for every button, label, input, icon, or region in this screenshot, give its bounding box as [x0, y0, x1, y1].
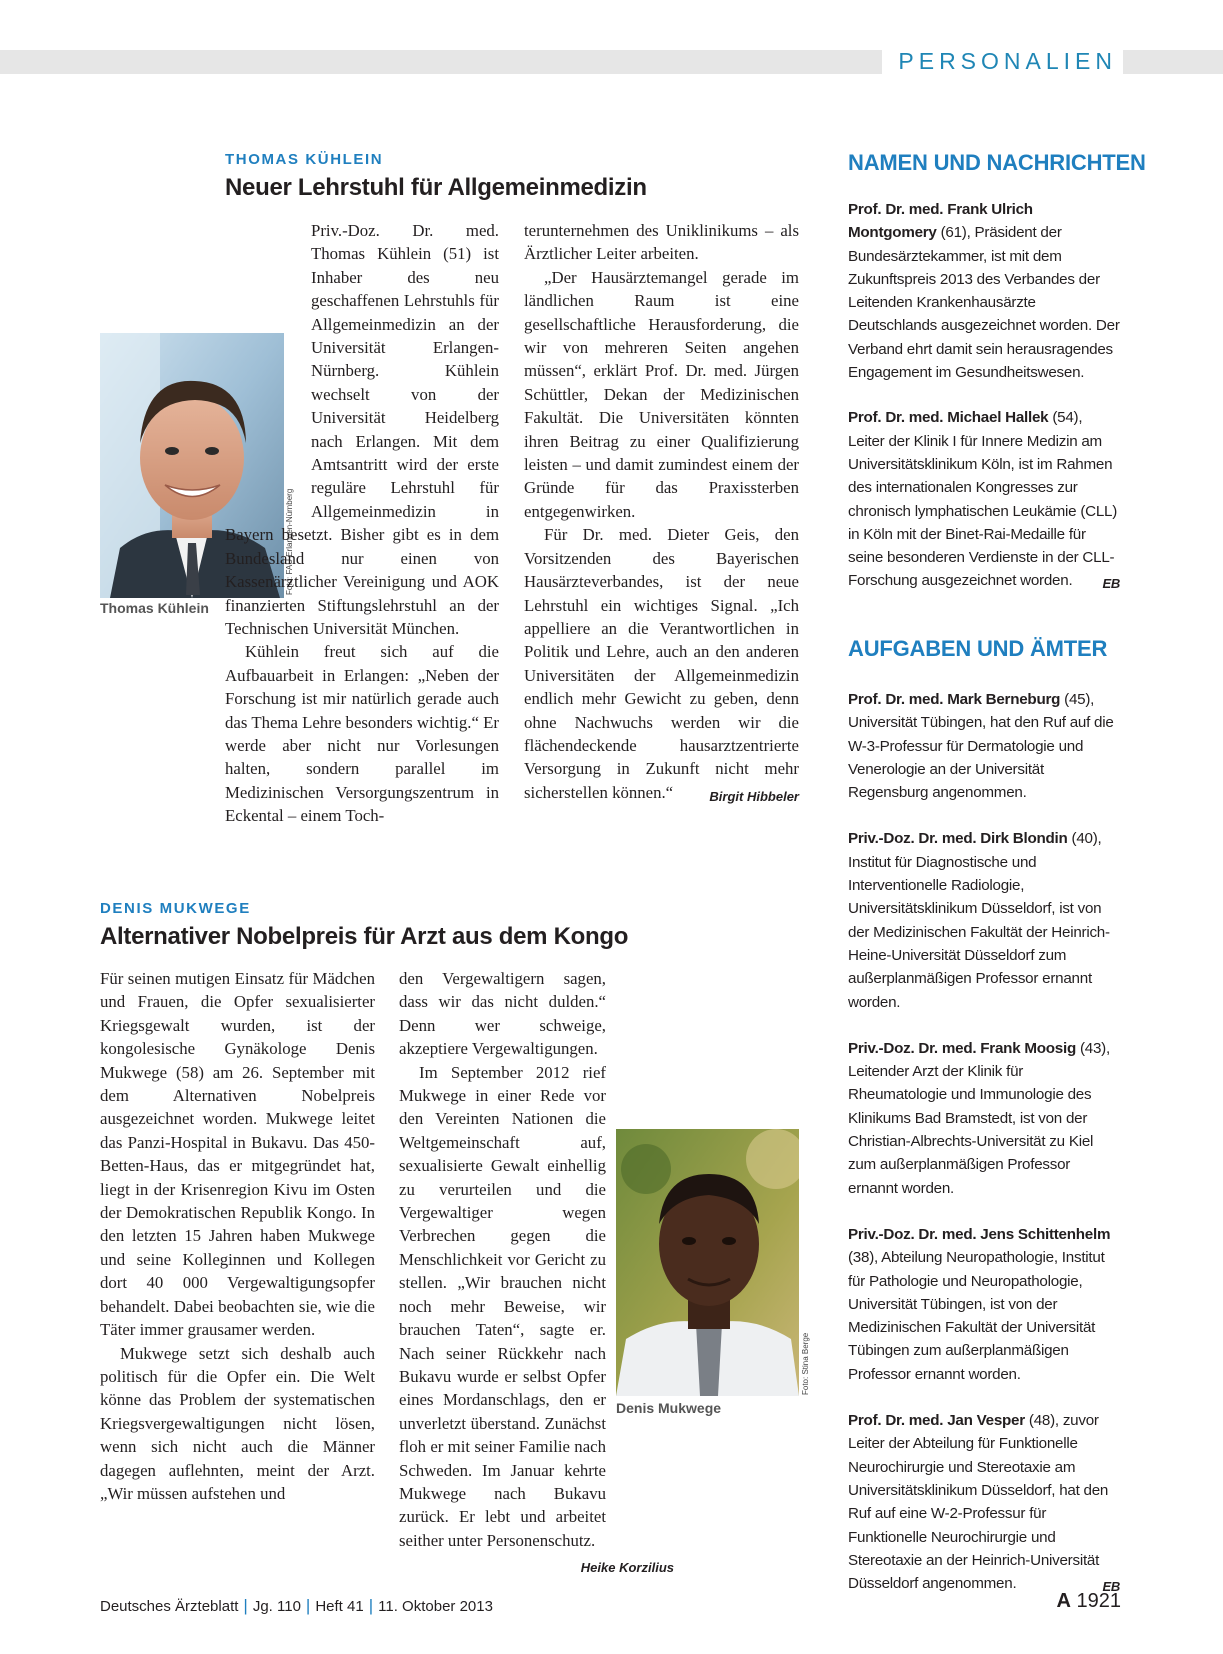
- page-prefix: A: [1056, 1590, 1071, 1612]
- section-label: PERSONALIEN: [882, 44, 1123, 77]
- article1-photo-credit: Foto: FAU Erlangen-Nürnberg: [285, 488, 294, 595]
- article1-column-2: [524, 219, 799, 808]
- separator: |: [368, 1596, 374, 1615]
- article2-photo-caption: Denis Mukwege: [616, 1400, 731, 1416]
- person-name: Priv.-Doz. Dr. med. Jens Schittenhelm: [848, 1225, 1111, 1243]
- article2-photo-credit: Foto: Stina Berge: [801, 1332, 810, 1395]
- sidebar-entry: [848, 827, 1120, 1013]
- article2-headline: Alternativer Nobelpreis für Arzt aus dem Kongo: [100, 923, 629, 950]
- photo-wrap-space: [225, 219, 311, 512]
- person-text: (61), Präsident der Bundesärztekammer, ist mit dem Zukunftspreis 2013 des Verbandes der Leitenden Krankenhausärzte Deutschlands ausgezeichnet worden. Der Verband ehrt damit sein herausragendes Engagement im Gesundheitswesen.: [848, 224, 1120, 382]
- issue-date: 11. Oktober 2013: [378, 1598, 493, 1615]
- sidebar-entry: [848, 1223, 1120, 1386]
- article1-column-1: [225, 219, 499, 828]
- issue: Heft 41: [315, 1598, 364, 1615]
- article1-paragraph: „Der Hausärztemangel gerade im ländlichen Raum ist eine gesellschaftliche Herausforderung, die wir von mehreren Seiten angehen müssen“, erklärt Prof. Dr. med. Jürgen Schüttler, Dekan der Medizinischen Fakultät. Die Universitäten könnten ihren Beitrag zu einer Qualifizierung leisten – und damit zumindest einem der Gründe für das Praxissterben entgegenwirken.: [524, 267, 799, 521]
- journal-name: Deutsches Ärzteblatt: [100, 1598, 239, 1615]
- person-name: Prof. Dr. med. Frank Ulrich Montgomery: [848, 201, 1033, 242]
- article2-paragraph-text: Im September 2012 rief Mukwege in einer Rede vor den Vereinten Nationen die Weltgemeinschaft auf, sexualisierte Gewalt einhellig zu verurteilen und die Vergewaltiger wegen Verbrechen gegen die Menschlichkeit vor Gericht zu stellen. „Wir brauchen nicht noch mehr Beweise, wir brauchen Taten“, sagte er. Nach seiner Rückkehr nach Bukavu wurde er selbst Opfer eines Mordanschlags, den er unverletzt überstand. Zunächst floh er mit seiner Familie nach Schweden. Im Januar kehrte Mukwege nach Bukavu zurück. Er lebt und arbeitet seither unter Personenschutz.: [399, 1062, 606, 1550]
- person-text: (48), zuvor Leiter der Abteilung für Funktionelle Neurochirurgie und Stereotaxie am Universitätsklinikum Düsseldorf, hat den Ruf auf eine W-2-Professur für Funktionelle Neurochirurgie und Stereotaxie an der Heinrich-Universität Düsseldorf angenommen.: [848, 1412, 1109, 1593]
- article2-author: Heike Korzilius: [580, 1560, 674, 1576]
- sidebar-entry: [848, 688, 1120, 804]
- footer: [100, 1596, 493, 1616]
- person-name: Priv.-Doz. Dr. med. Frank Moosig: [848, 1039, 1077, 1057]
- sidebar-entry: [848, 1409, 1120, 1595]
- article2-kicker: DENIS MUKWEGE: [100, 900, 251, 917]
- article1-headline: Neuer Lehrstuhl für Allgemeinmedizin: [225, 174, 647, 201]
- article1-photo-caption: Thomas Kühlein: [100, 600, 209, 616]
- volume: Jg. 110: [252, 1598, 301, 1615]
- person-name: Prof. Dr. med. Mark Berneburg: [848, 691, 1061, 708]
- separator: |: [243, 1596, 248, 1615]
- article1-author: Birgit Hibbeler: [709, 788, 799, 804]
- person-name: Prof. Dr. med. Michael Hallek: [848, 409, 1049, 427]
- photo-wrap-space: [606, 1124, 674, 1548]
- sidebar-sign: EB: [1102, 576, 1120, 592]
- article1-paragraph: Kühlein freut sich auf die Aufbauarbeit in Erlangen: „Neben der Forschung ist mir natürlich gerade auch das Thema Lehre besonders wichtig.“ Er werde aber nicht nur Vorlesungen halten, sondern parallel im Medizinischen Versorgungszentrum in Eckental – einem Toch-: [225, 642, 499, 826]
- sidebar-sign: EB: [1102, 1579, 1120, 1595]
- person-name: Prof. Dr. med. Jan Vesper: [848, 1412, 1025, 1430]
- page-number-value: 1921: [1076, 1590, 1121, 1612]
- article2-paragraph: den Vergewaltigern sagen, dass wir das nicht dulden.“ Denn wer schweige, akzeptiere Vergewaltigungen.: [399, 969, 606, 1059]
- article2-paragraph: Mukwege setzt sich deshalb auch politisch für die Opfer ein. Die Welt könne das Problem der systematischen Kriegsvergewaltigungen nicht lösen, wenn sich nicht auch die Männer dagegen auflehnten, meint der Arzt. „Wir müssen aufstehen und: [100, 1343, 375, 1503]
- sidebar-title-roles: AUFGABEN UND ÄMTER: [848, 636, 1108, 661]
- person-text: (38), Abteilung Neuropathologie, Institut für Pathologie und Neuropathologie, Universität Tübingen, ist von der Medizinischen Fakultät der Universität Tübingen zum außerplanmäßigen Professor ernannt worden.: [848, 1249, 1105, 1383]
- article1-kicker: THOMAS KÜHLEIN: [225, 151, 384, 168]
- person-text: (40), Institut für Diagnostische und Interventionelle Radiologie, Universitätsklinikum Düsseldorf, ist von der Medizinischen Fakultät der Heinrich-Heine-Universität Düsseldorf zum außerplanmäßigen Professor ernannt worden.: [848, 830, 1110, 1011]
- person-text: (45), Universität Tübingen, hat den Ruf auf die W-3-Professur für Dermatologie und Venerologie an der Universität Regensburg angenommen.: [848, 691, 1114, 802]
- sidebar-title-names: NAMEN UND NACHRICHTEN: [848, 150, 1146, 175]
- article1-paragraph: Priv.-Doz. Dr. med. Thomas Kühlein (51) ist Inhaber des neu geschaffenen Lehrstuhls für Allgemeinmedizin an der Universität Erlangen-Nürnberg. Kühlein wechselt von der Universität Heidelberg nach Erlangen. Mit dem Amtsantritt wird der erste reguläre Lehrstuhl für Allgemeinmedizin in Bayern besetzt. Bisher gibt es in dem Bundesland nur einen von Kassenärztlicher Vereinigung und AOK finanzierten Stiftungslehrstuhl an der Technischen Universität München.: [225, 221, 499, 638]
- page-number: [1056, 1590, 1121, 1613]
- person-text: (43), Leitender Arzt der Klinik für Rheumatologie und Immunologie des Klinikums Bad Bramstedt, ist von der Christian-Albrechts-Universität zu Kiel zum außerplanmäßigen Professor ernannt worden.: [848, 1039, 1110, 1197]
- sidebar-names-list: [848, 198, 1120, 596]
- article2-paragraph: Für seinen mutigen Einsatz für Mädchen und Frauen, die Opfer sexualisierter Kriegsgewalt wurden, ist der kongolesische Gynäkologe Denis Mukwege (58) am 26. September mit dem Alternativen Nobelpreis ausgezeichnet worden. Mukwege leitet das Panzi-Hospital in Bukavu. Das 450-Betten-Haus, das er mitgegründet hat, liegt in der Krisenregion Kivu im Osten der Demokratischen Republik Kongo. In den letzten 15 Jahren haben Mukwege und seine Kolleginnen und Kollegen dort 40 000 Vergewaltigungsopfer behandelt. Dabei beobachten sie, wie die Täter immer grausamer werden.: [100, 969, 375, 1340]
- separator: |: [305, 1596, 311, 1615]
- sidebar-entry: [848, 1037, 1120, 1200]
- article1-paragraph: terunternehmen des Uniklinikums – als Ärztlicher Leiter arbeiten.: [524, 221, 799, 264]
- sidebar-entry: [848, 198, 1120, 384]
- article2-column-2: [399, 967, 674, 1580]
- person-text: (54), Leiter der Klinik I für Innere Medizin am Universitätsklinikum Köln, ist im Rahmen des internationalen Kongresses zur chronisch lymphatischen Leukämie (CLL) in Köln mit der Binet-Rai-Medaille für seine besonderen Verdienste in der CLL-Forschung ausgezeichnet worden.: [848, 409, 1118, 590]
- sidebar-entry: [848, 406, 1120, 592]
- article1-paragraph-text: Für Dr. med. Dieter Geis, den Vorsitzenden des Bayerischen Hausärzteverbandes, ist der neue Lehrstuhl ein wichtiges Signal. „Ich appelliere an die Verantwortlichen in Politik und Lehre, auch an den anderen Universitäten der Allgemeinmedizin endlich mehr Gewicht zu geben, denn ohne Nachwuchs werden wir die flächendeckende hausarztzentrierte Versorgung in Zukunft nicht mehr sicherstellen können.“: [524, 525, 799, 802]
- person-name: Priv.-Doz. Dr. med. Dirk Blondin: [848, 830, 1068, 848]
- article1-paragraph: [524, 523, 799, 804]
- article2-column-1: [100, 967, 375, 1505]
- sidebar-roles-list: [848, 688, 1120, 1598]
